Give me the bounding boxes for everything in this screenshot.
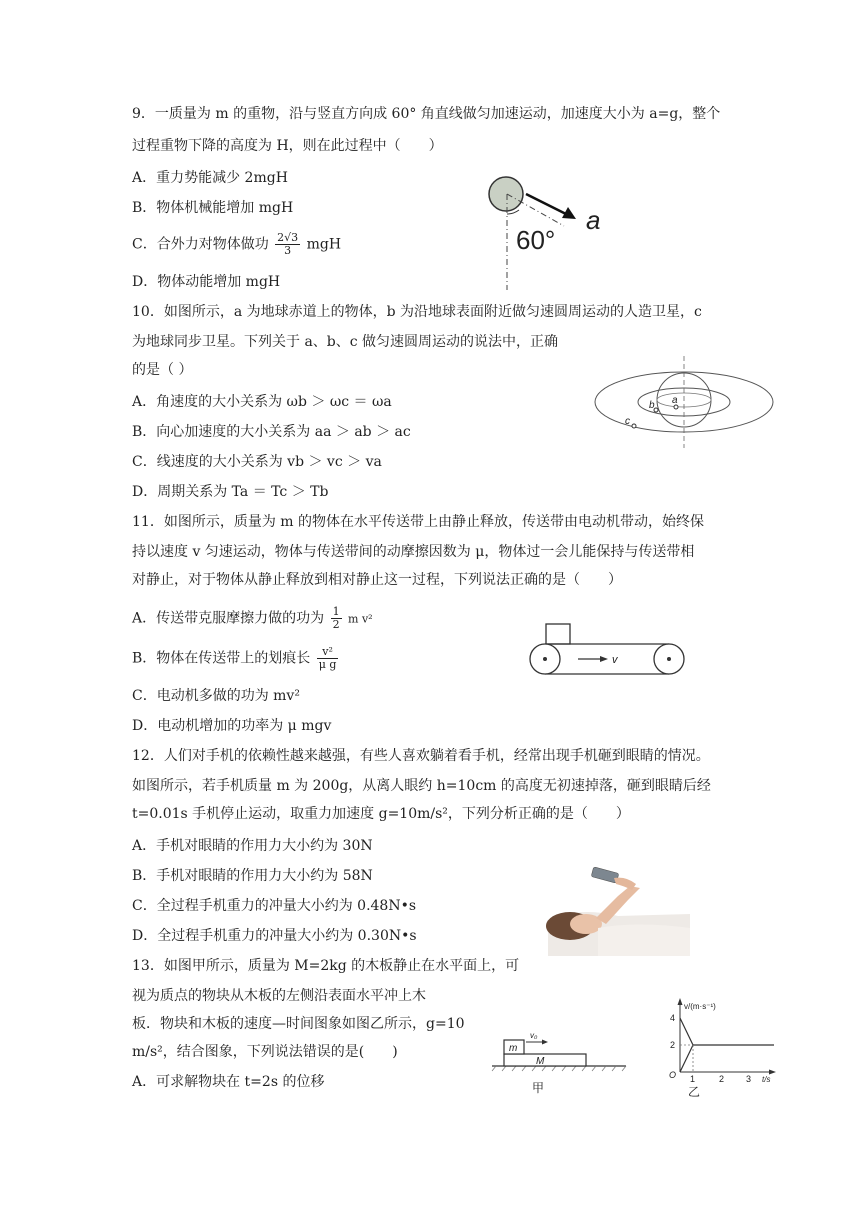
q11-option-a-post: m v² [348,612,373,626]
q11-stem-line1: 11．如图所示，质量为 m 的物体在水平传送带上由静止释放，传送带由电动机带动，始终保 [132,514,704,530]
q9-fig-accel-arrow [526,194,570,216]
q11-option-c: C．电动机多做的功为 mv² [132,688,300,704]
q13-graph-y-arrow [678,998,683,1005]
q10-stem-line2: 为地球同步卫星。下列关于 a、b、c 做匀速圆周运动的说法中，正确 [132,334,559,350]
q11-fig-right-axle [667,657,671,661]
q13-graph-xtick-2: 2 [719,1074,725,1084]
q13-fig-label-m: m [509,1043,518,1054]
q13-graph-ytick-2: 2 [670,1040,676,1050]
q13-fig-board [504,1054,586,1066]
q10-fig-point-c [632,424,636,428]
q13-board-figure [490,1026,630,1100]
q9-option-a: A．重力势能减少 2mgH [132,170,288,186]
q9-stem-line2: 过程重物下降的高度为 H，则在此过程中（ ） [132,138,443,154]
q11-conveyor-figure [528,622,692,678]
q11-option-a-pre: A．传送带克服摩擦力做的功为 [132,610,325,627]
q12-stem-line2: 如图所示，若手机质量 m 为 200g，从离人眼约 h=10cm 的高度无初速掉落，砸到眼睛后经 [132,778,711,794]
q9-fig-accel-label: a [586,205,601,235]
q11-fig-block [546,624,570,644]
q9-option-c-denominator: 3 [284,244,292,257]
q13-graph-xtick-1: 1 [690,1074,696,1084]
q13-fig-ground-hatch [492,1066,626,1071]
q11-option-b-denominator: μ g [318,658,337,671]
q9-option-d: D．物体动能增加 mgH [132,274,281,290]
q11-fig-velocity-head [600,656,608,662]
q13-graph-ytick-4: 4 [670,1013,676,1023]
q9-option-c-post: mgH [306,236,342,253]
q11-option-a-fraction [331,606,342,631]
q13-graph-origin: O [669,1070,677,1080]
q13-stem-line1: 13．如图甲所示，质量为 M=2kg 的木板静止在水平面上，可 [132,958,520,974]
q10-fig-label-a: a [672,395,678,406]
q11-option-d: D．电动机增加的功率为 μ mgv [132,718,332,734]
q10-fig-label-b: b [649,400,655,411]
q9-option-c-pre: C．合外力对物体做功 [132,236,269,253]
q13-graph-xtick-3: 3 [746,1074,752,1084]
q10-fig-point-b [654,408,658,412]
q12-option-b: B．手机对眼睛的作用力大小约为 58N [132,868,373,884]
q10-orbit-figure [594,356,776,448]
q9-option-c-numerator: 2√3 [277,231,299,244]
q13-graph-xlabel: t/s [762,1075,771,1084]
q10-option-c: C．线速度的大小关系为 vb ＞ vc ＞ va [132,454,382,470]
q10-fig-label-c: c [625,416,630,427]
q11-option-a [132,606,373,631]
q10-stem-line3: 的是（ ） [132,362,193,378]
q9-option-c-fraction [275,232,300,257]
q13-vt-graph [650,996,790,1100]
q12-phone-photo [548,866,690,956]
q11-option-a-numerator: 1 [332,605,340,618]
q9-fig-ball [489,177,523,211]
q9-option-c [132,232,341,257]
q9-stem-line1: 9．一质量为 m 的重物，沿与竖直方向成 60° 角直线做匀加速运动，加速度大小为 a=g，整个 [132,106,721,122]
q13-fig-label-jia: 甲 [532,1081,545,1095]
q11-stem-line2: 持以速度 v 匀速运动，物体与传送带间的动摩擦因数为 μ，物体过一会儿能保持与传送带相 [132,544,695,560]
q9-fig-angle-label: 60° [516,225,556,255]
q10-option-b: B．向心加速度的大小关系为 aa ＞ ab ＞ ac [132,424,411,440]
q13-graph-label-yi: 乙 [688,1085,701,1099]
q9-option-b: B．物体机械能增加 mgH [132,200,294,216]
q11-option-b [132,646,340,671]
q12-option-c: C．全过程手机重力的冲量大小约为 0.48N•s [132,898,417,914]
q12-stem-line1: 12．人们对手机的依赖性越来越强，有些人喜欢躺着看手机，经常出现手机砸到眼睛的情况。 [132,748,710,764]
q13-fig-label-M: M [536,1056,545,1067]
q12-photo-body [598,925,690,957]
q12-option-d: D．全过程手机重力的冲量大小约为 0.30N•s [132,928,417,944]
q13-graph-block-line [680,1018,693,1045]
q13-option-a: A．可求解物块在 t=2s 的位移 [132,1074,325,1090]
q12-stem-line3: t=0.01s 手机停止运动，取重力加速度 g=10m/s²，下列分析正确的是（ ） [132,806,630,822]
q13-graph-ylabel: v/(m·s⁻¹) [684,1002,716,1011]
q11-option-a-denominator: 2 [332,618,340,631]
q10-option-d: D．周期关系为 Ta ＝ Tc ＞ Tb [132,484,329,500]
q11-stem-line3: 对静止，对于物体从静止释放到相对静止这一过程，下列说法正确的是（ ） [132,572,622,588]
q12-option-a: A．手机对眼睛的作用力大小约为 30N [132,838,373,854]
q11-option-b-numerator: v² [317,646,339,659]
q11-option-b-pre: B．物体在传送带上的划痕长 [132,650,311,667]
q13-graph-x-arrow [769,1070,776,1075]
q13-stem-line2: 视为质点的物块从木板的左侧沿表面水平冲上木 [132,988,426,1004]
q10-stem-line1: 10．如图所示，a 为地球赤道上的物体，b 为沿地球表面附近做匀速圆周运动的人造卫星，c [132,304,702,320]
q11-fig-left-axle [543,657,547,661]
q9-figure [486,174,616,294]
q13-stem-line3: 板．物块和木板的速度—时间图象如图乙所示，g=10 [132,1016,465,1032]
q13-fig-v0-head [542,1040,548,1045]
q11-fig-v-label: v [612,654,618,666]
q13-graph-board-line [680,1045,693,1072]
q11-option-b-fraction [317,646,339,671]
q13-fig-label-v0: v₀ [530,1031,538,1040]
q13-stem-line4: m/s²，结合图象，下列说法错误的是( ) [132,1044,398,1060]
q10-option-a: A．角速度的大小关系为 ωb ＞ ωc ＝ ωa [132,394,392,410]
